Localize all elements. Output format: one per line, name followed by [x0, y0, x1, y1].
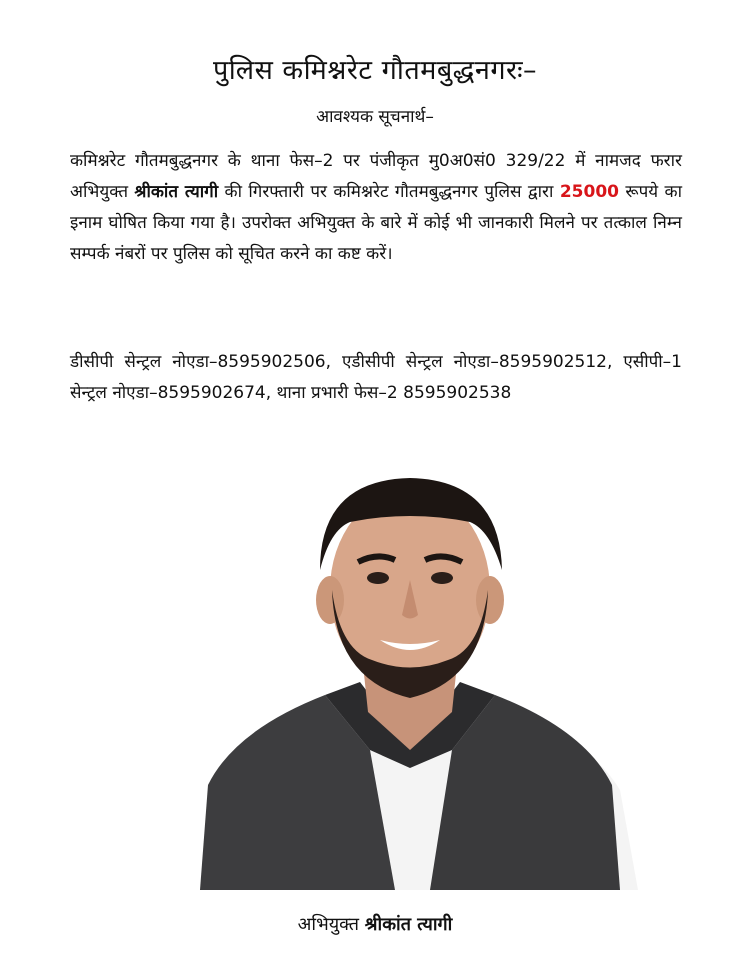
accused-name: श्रीकांत त्यागी [134, 182, 219, 202]
notice-text-part2: की गिरफ्तारी पर कमिश्नरेट गौतमबुद्धनगर पुलिस द्वारा [218, 182, 560, 202]
caption-name: श्रीकांत त्यागी [364, 914, 453, 935]
reward-amount: 25000 [559, 182, 619, 202]
accused-photo [180, 450, 638, 890]
photo-caption [0, 912, 750, 936]
notice-body [70, 146, 682, 270]
caption-prefix: अभियुक्त [297, 914, 365, 935]
notice-text-part3: रूपये का इनाम घोषित किया गया है। उपरोक्त अभियुक्त के बारे में कोई भी जानकारी मिलने पर तत्काल निम्न सम्पर्क नंबरों पर पुलिस को सूचित करने का कष्ट करें। [70, 182, 682, 264]
notice-subtitle: आवश्यक सूचनार्थ– [316, 107, 434, 127]
contact-numbers: डीसीपी सेन्ट्रल नोएडा–8595902506, एडीसीपी सेन्ट्रल नोएडा–8595902512, एसीपी–1 सेन्ट्रल नोएडा–8595902674, थाना प्रभारी फेस–2 8595902538 [70, 352, 682, 403]
notice-text-part1: कमिश्नरेट गौतमबुद्धनगर के थाना फेस–2 पर पंजीकृत मु0अ0सं0 329/22 में नामजद फरार अभियुक्त [70, 151, 682, 202]
notice-title: पुलिस कमिश्नरेट गौतमबुद्धनगरः– [212, 55, 538, 86]
